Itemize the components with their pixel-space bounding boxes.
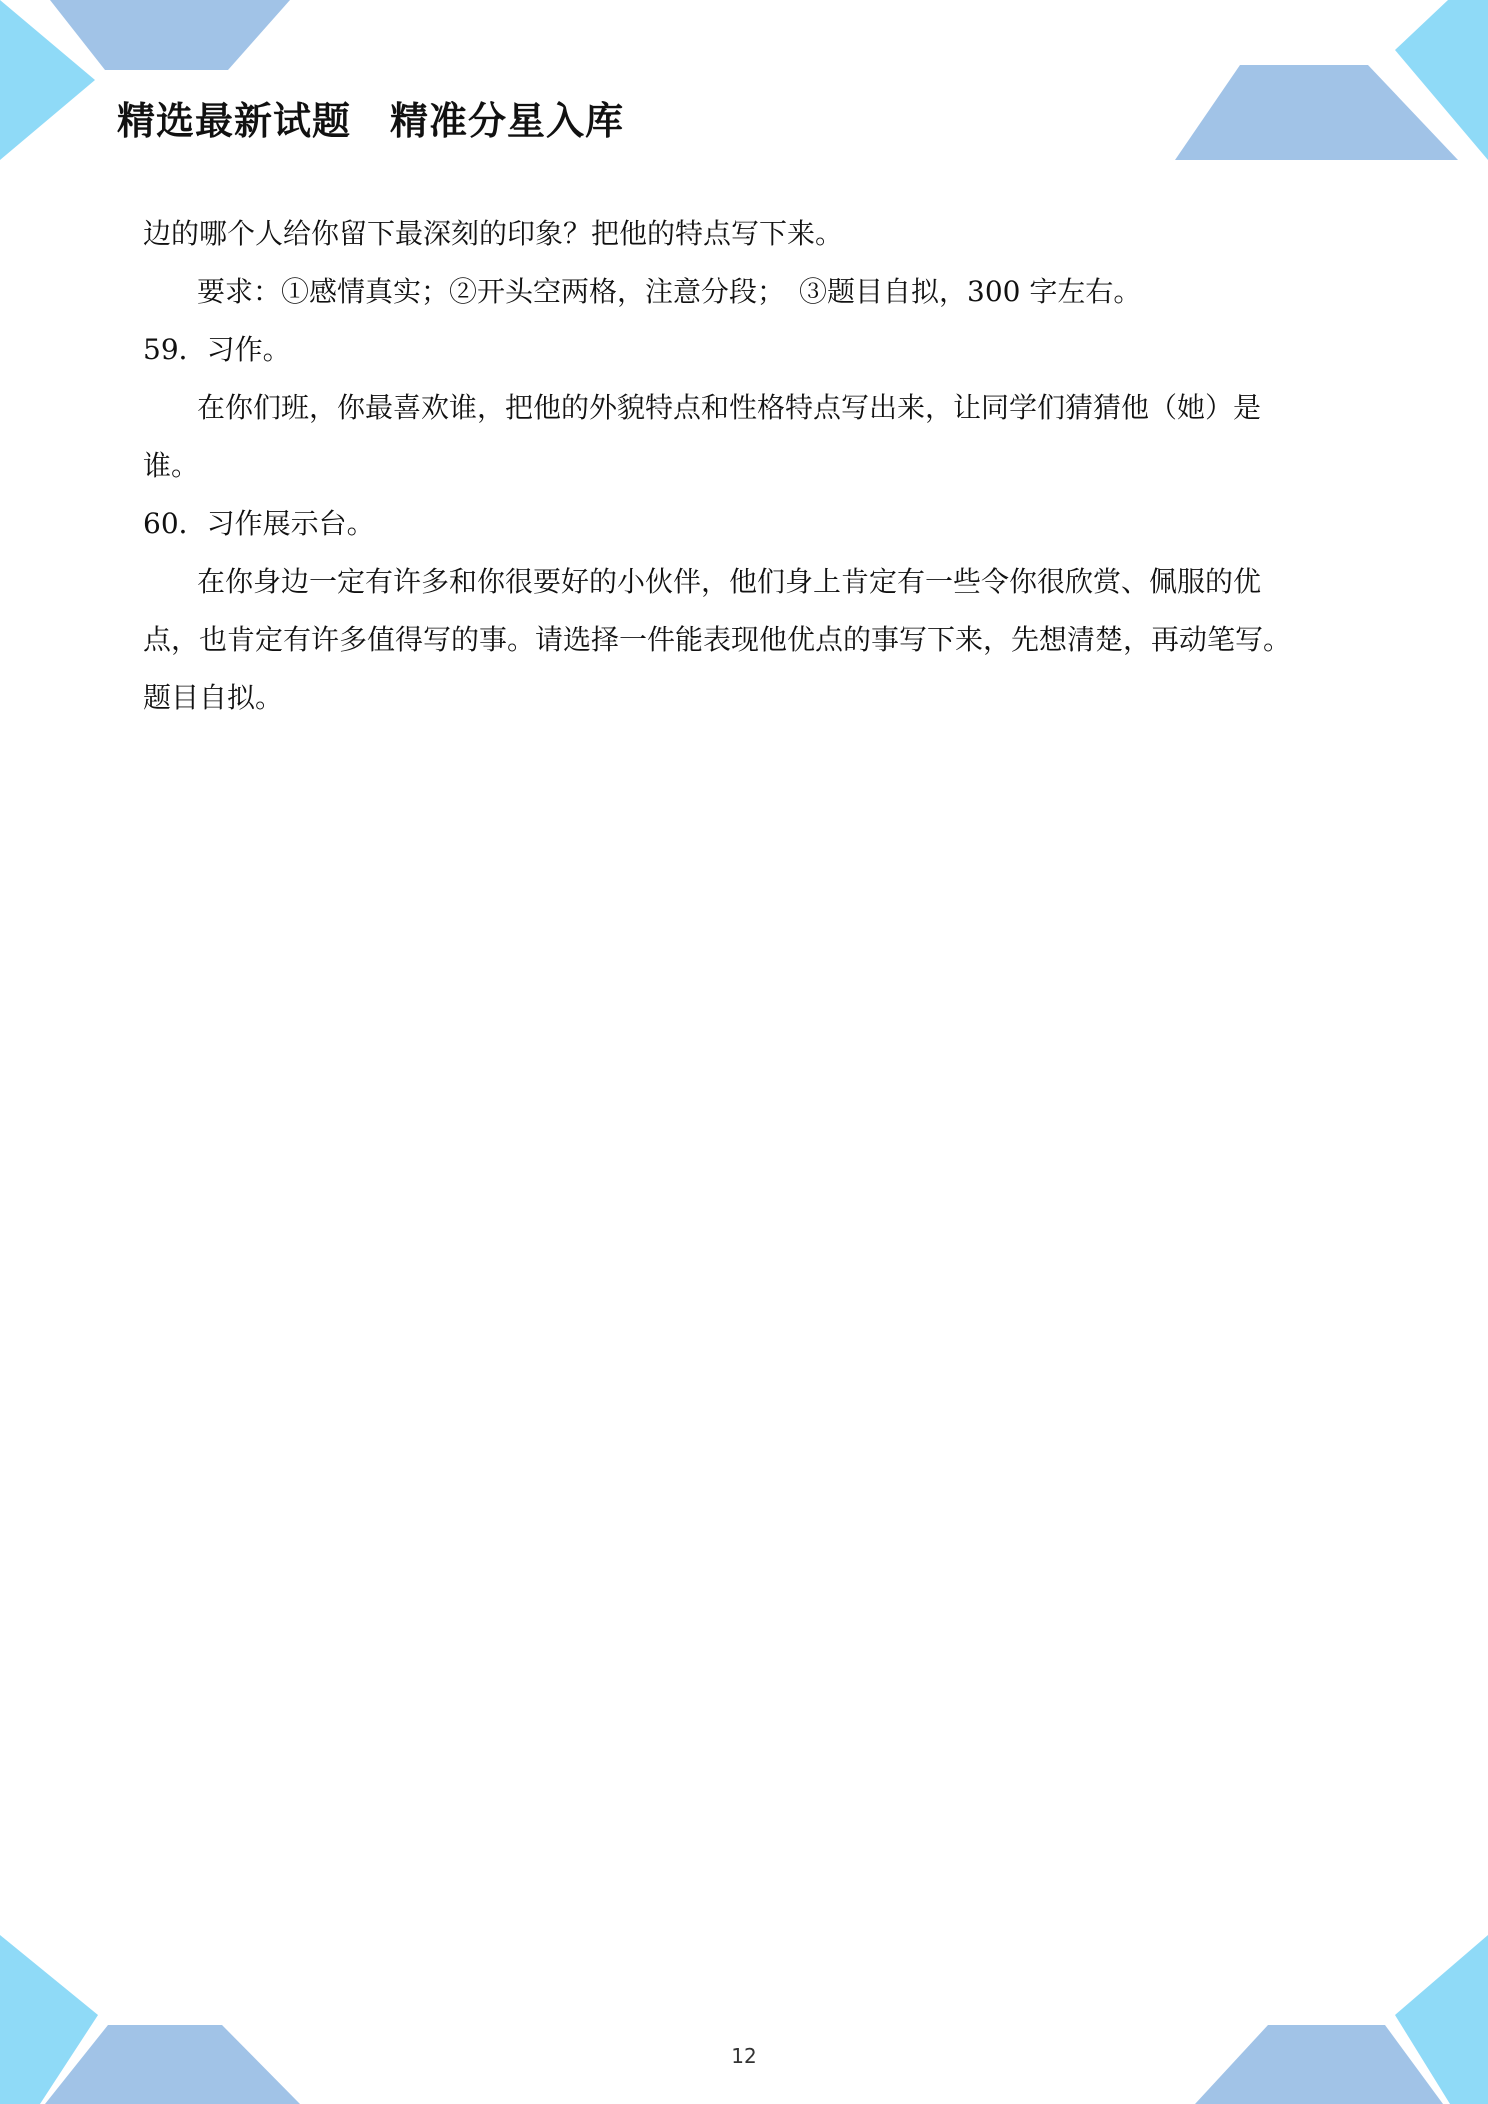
body-line: 边的哪个人给你留下最深刻的印象？把他的特点写下来。 [143,217,844,250]
question-heading: 60．习作展示台。 [143,507,375,540]
body-line: 在你身边一定有许多和你很要好的小伙伴，他们身上肯定有一些令你很欣赏、佩服的优 [197,565,1262,598]
body-line: 在你们班，你最喜欢谁，把他的外貌特点和性格特点写出来，让同学们猜猜他（她）是 [197,391,1262,424]
top-right-trapezoid [1175,65,1458,160]
top-left-trapezoid [50,0,290,70]
body-line: 要求：①感情真实；②开头空两格，注意分段； ③题目自拟，300 字左右。 [197,275,1142,308]
body-line: 题目自拟。 [143,681,284,714]
body-line: 谁。 [143,449,200,482]
question-heading: 59．习作。 [143,333,291,366]
body-line: 点，也肯定有许多值得写的事。请选择一件能表现他优点的事写下来，先想清楚，再动笔写。 [143,623,1292,656]
page-number: 12 [731,2044,757,2068]
header-title: 精选最新试题 精准分星入库 [117,99,625,143]
document-body [143,205,1343,727]
